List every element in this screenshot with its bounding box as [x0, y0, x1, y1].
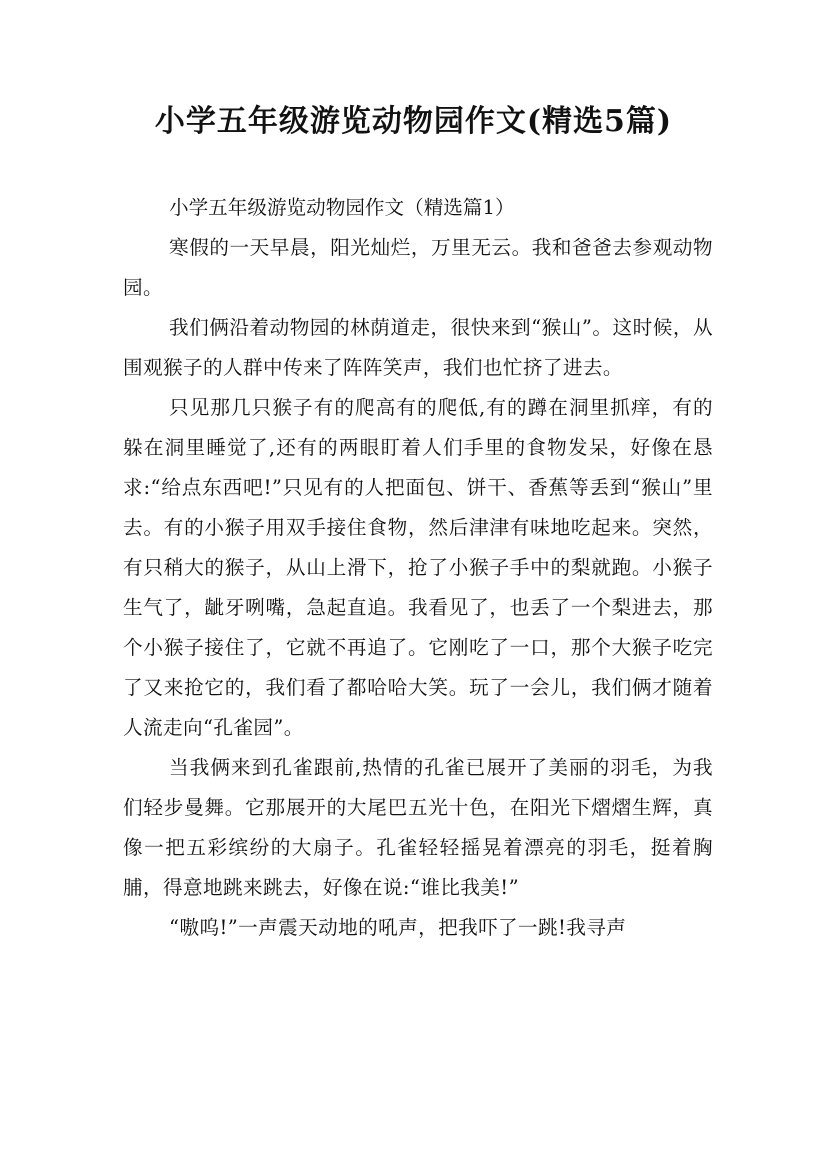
paragraph-4: 当我俩来到孔雀跟前,热情的孔雀已展开了美丽的羽毛，为我们轻步曼舞。它那展开的大尾巴五光十色，在阳光下熠熠生辉，真像一把五彩缤纷的大扇子。孔雀轻轻摇晃着漂亮的羽毛，挺着胸脯，得意地跳来跳去，好像在说:“谁比我美!” [123, 756, 713, 899]
document-body [123, 188, 713, 948]
paragraph-5: “嗷呜!”一声震天动地的吼声，把我吓了一跳!我寻声 [169, 916, 627, 939]
paragraph-3: 只见那几只猴子有的爬高有的爬低,有的蹲在洞里抓痒，有的躲在洞里睡觉了,还有的两眼盯着人们手里的食物发呆，好像在恳求:“给点东西吧!”只见有的人把面包、饼干、香蕉等丢到“猴山”里去。有的小猴子用双手接住食物，然后津津有味地吃起来。突然，有只稍大的猴子，从山上滑下，抢了小猴子手中的梨就跑。小猴子生气了，龇牙咧嘴，急起直追。我看见了，也丢了一个梨进去，那个小猴子接住了，它就不再追了。它刚吃了一口，那个大猴子吃完了又来抢它的，我们看了都哈哈大笑。玩了一会儿，我们俩才随着人流走向“孔雀园”。 [123, 396, 713, 739]
paragraph-2: 我们俩沿着动物园的林荫道走，很快来到“猴山”。这时候，从围观猴子的人群中传来了阵阵笑声，我们也忙挤了进去。 [123, 316, 713, 379]
page-title: 小学五年级游览动物园作文(精选5篇) [154, 104, 673, 139]
paragraph-1: 寒假的一天早晨，阳光灿烂，万里无云。我和爸爸去参观动物园。 [123, 236, 713, 299]
section-heading: 小学五年级游览动物园作文（精选篇1） [169, 196, 515, 219]
